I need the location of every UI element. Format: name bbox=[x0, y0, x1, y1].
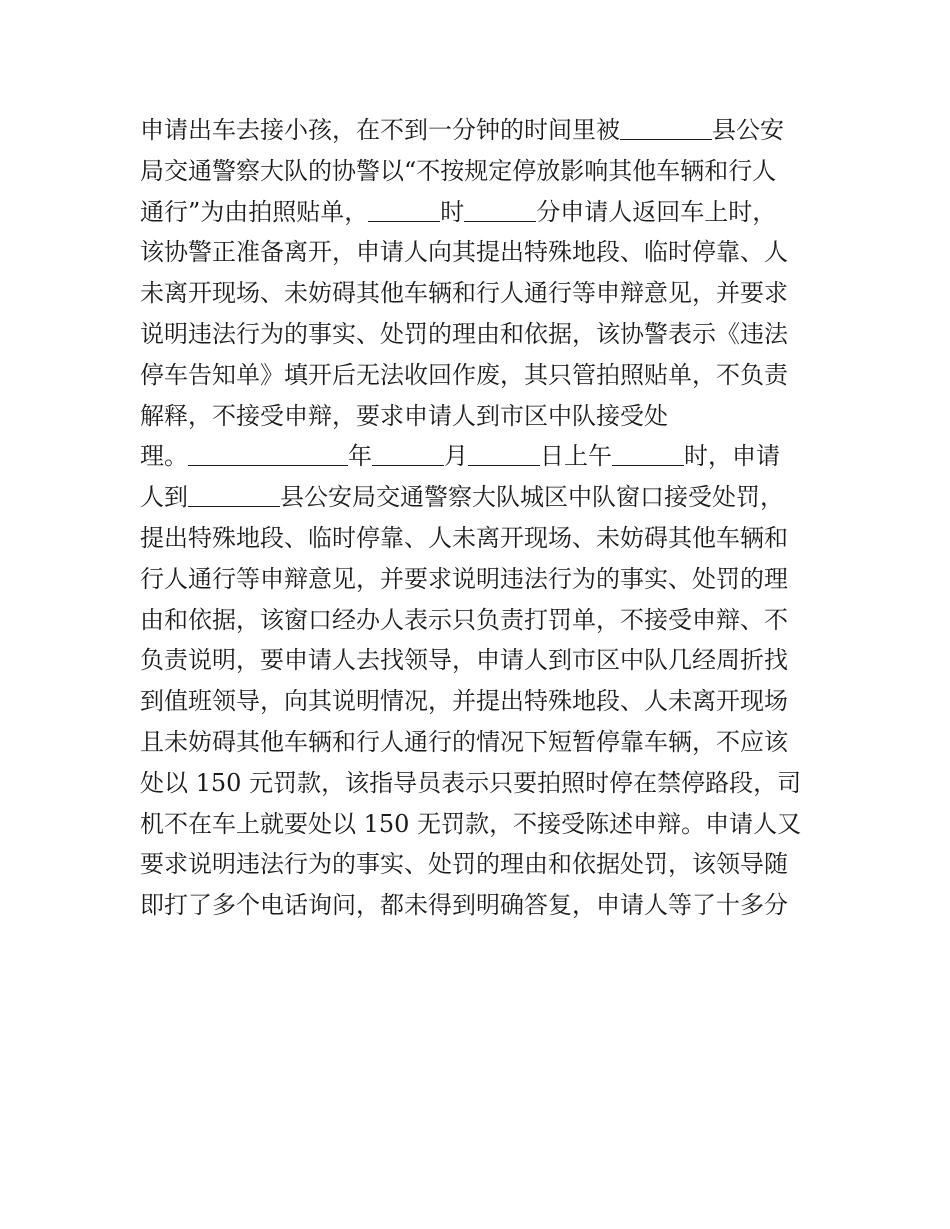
fill-blank bbox=[368, 197, 440, 222]
fill-blank bbox=[188, 441, 348, 466]
text-line-11: 提出特殊地段、临时停靠、人未离开现场、未妨碍其他车辆和 bbox=[140, 523, 788, 552]
text-line-1: 申请出车去接小孩，在不到一分钟的时间里被 县公安 bbox=[140, 116, 784, 144]
fill-blank bbox=[372, 441, 444, 466]
text-line-17: 处以 150 元罚款，该指导员表示只要拍照时停在禁停路段，司 bbox=[140, 768, 802, 797]
text-line-5: 未离开现场、未妨碍其他车辆和行人通行等申辩意见，并要求 bbox=[140, 279, 788, 308]
text-line-8: 解释，不接受申辩，要求申请人到市区中队接受处 bbox=[140, 401, 668, 430]
text-line-9: 理。 年 月 日上午 时，申请 bbox=[140, 442, 780, 471]
text-line-10: 人到 县公安局交通警察大队城区中队窗口接受处罚， bbox=[140, 483, 784, 512]
document-body bbox=[140, 110, 820, 926]
text-line-7: 停车告知单》填开后无法收回作废，其只管拍照贴单，不负责 bbox=[140, 360, 788, 389]
fill-blank bbox=[188, 482, 280, 507]
text-line-15: 到值班领导，向其说明情况，并提出特殊地段、人未离开现场 bbox=[140, 687, 788, 716]
text-line-19: 要求说明违法行为的事实、处罚的理由和依据处罚，该领导随 bbox=[140, 850, 788, 879]
text-line-4: 该协警正准备离开，申请人向其提出特殊地段、临时停靠、人 bbox=[140, 238, 788, 267]
text-line-18: 机不在车上就要处以 150 无罚款，不接受陈述申辩。申请人又 bbox=[140, 809, 802, 838]
text-line-13: 由和依据，该窗口经办人表示只负责打罚单，不接受申辩、不 bbox=[140, 605, 788, 634]
text-line-12: 行人通行等申辩意见，并要求说明违法行为的事实、处罚的理 bbox=[140, 564, 788, 593]
fill-blank bbox=[464, 197, 536, 222]
fill-blank bbox=[468, 441, 540, 466]
text-line-3: 通行”为由拍照贴单， 时 分申请人返回车上时， bbox=[140, 197, 777, 226]
text-line-6: 说明违法行为的事实、处罚的理由和依据，该协警表示《违法 bbox=[140, 319, 788, 348]
text-line-14: 负责说明，要申请人去找领导，申请人到市区中队几经周折找 bbox=[140, 646, 788, 675]
text-line-16: 且未妨碍其他车辆和行人通行的情况下短暂停靠车辆，不应该 bbox=[140, 727, 788, 756]
text-line-20: 即打了多个电话询问，都未得到明确答复，申请人等了十多分 bbox=[140, 891, 788, 920]
fill-blank bbox=[620, 115, 712, 140]
fill-blank bbox=[612, 441, 684, 466]
text-line-2: 局交通警察大队的协警以“不按规定停放影响其他车辆和行人 bbox=[140, 156, 777, 185]
